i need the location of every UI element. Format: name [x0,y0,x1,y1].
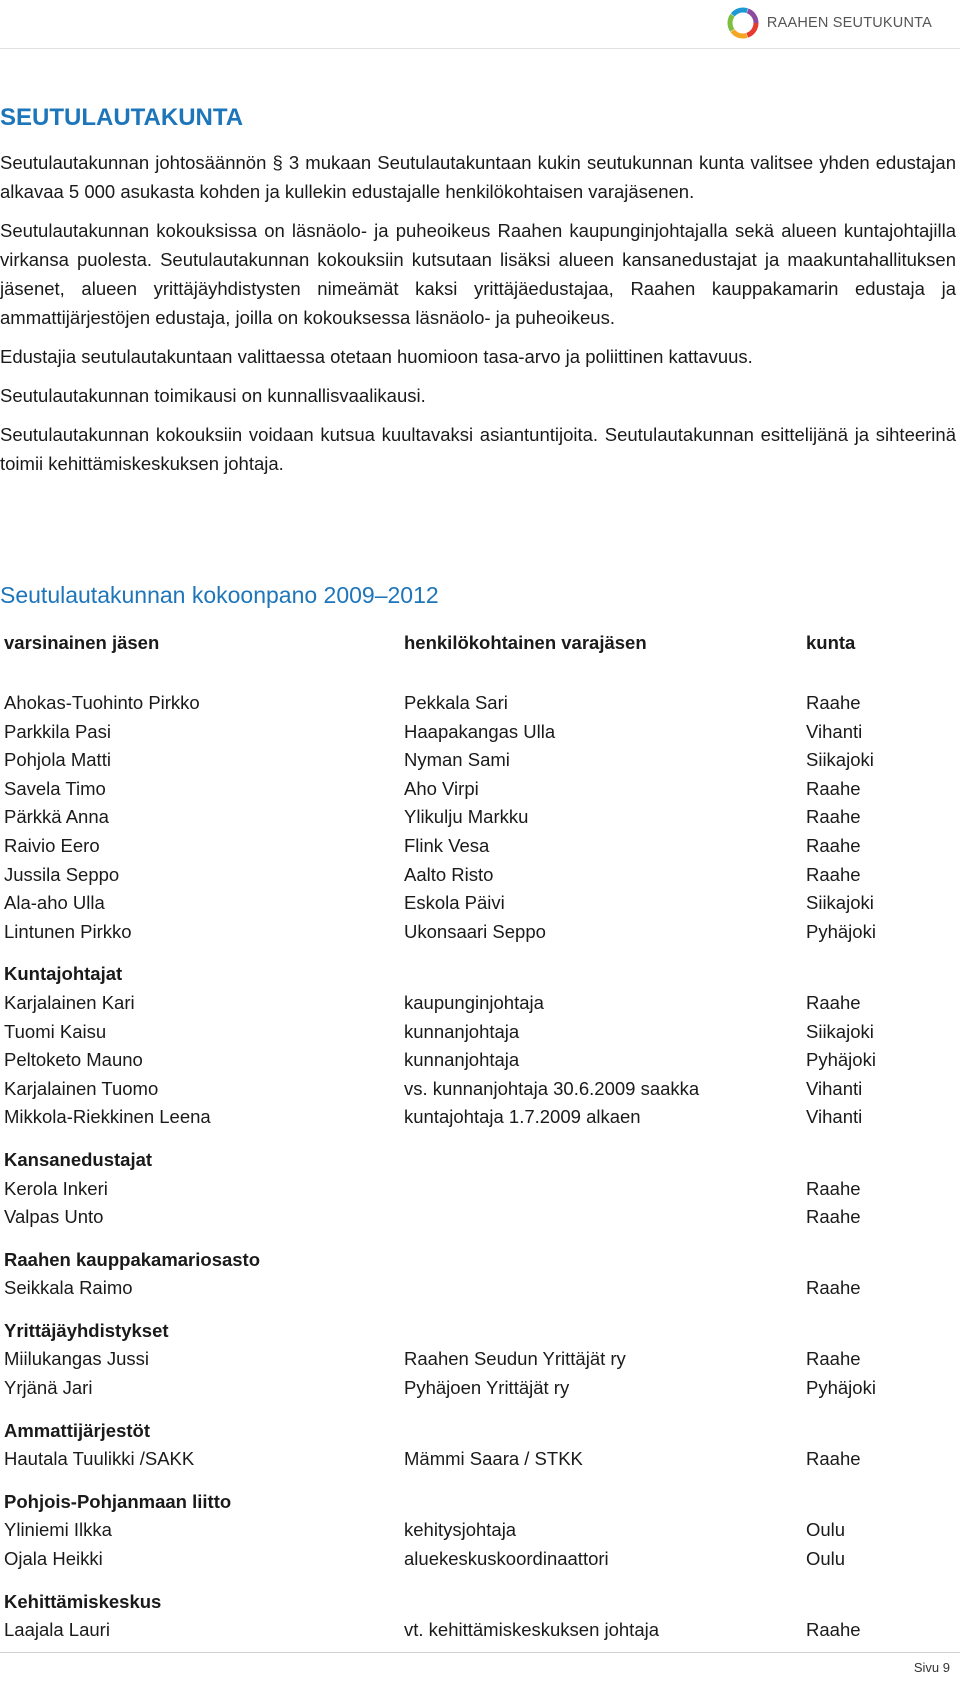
table-cell: Pärkkä Anna [4,806,109,828]
table-row [0,749,960,778]
table-cell: Ukonsaari Seppo [404,920,546,942]
group-title [0,1149,960,1178]
table-row [0,892,960,921]
table-cell: Pekkala Sari [404,692,508,713]
table-cell: Raahe [806,863,861,885]
table-cell: Flink Vesa [404,834,490,856]
table-cell: Aalto Risto [404,863,494,885]
table-row [0,1377,960,1406]
group-title [0,1591,960,1620]
table-row [0,1206,960,1235]
paragraph: Seutulautakunnan toimikausi on kunnallisvaalikausi. [0,385,426,406]
table-row [0,1277,960,1306]
table-cell: Vihanti [806,1106,863,1128]
table-cell: Miilukangas Jussi [4,1348,149,1370]
table-cell: Haapakangas Ulla [404,720,556,742]
group-spacer [0,1235,960,1249]
table-cell: Aho Virpi [404,777,479,799]
table-cell: Yliniemi Ilkka [4,1519,112,1541]
paragraph: Seutulautakunnan kokouksiin voidaan kutsua kuultavaksi asiantuntijoita. Seutulautakunnan esittelijänä ja sihteerinä toimii kehittämiskeskuksen johtaja. [0,424,956,474]
table-row [0,835,960,864]
table-row [0,1078,960,1107]
table-cell: Laajala Lauri [4,1619,110,1641]
table-cell: Siikajoki [806,749,874,771]
group-title-text: Kehittämiskeskus [4,1590,162,1612]
group-title-text: Pohjois-Pohjanmaan liitto [4,1490,232,1512]
table-cell: Ala-aho Ulla [4,892,105,914]
table-cell: Savela Timo [4,777,106,799]
group-spacer [0,1135,960,1149]
table-row [0,1049,960,1078]
table-cell: Raahe [806,1448,861,1470]
table-cell: Ahokas-Tuohinto Pirkko [4,692,200,713]
table-cell: Raahe [806,1619,861,1641]
table-cell: Vihanti [806,720,863,742]
table-row [0,778,960,807]
table-cell: kunnanjohtaja [404,1020,520,1042]
group-title [0,963,960,992]
table-row [0,1548,960,1577]
ring-logo-icon [725,5,761,41]
group-title [0,1420,960,1449]
table-cell: Ojala Heikki [4,1548,103,1570]
table-cell: Yrjänä Jari [4,1377,93,1399]
table-cell: kaupunginjohtaja [404,991,544,1013]
group-spacer [0,1577,960,1591]
table-cell: Raahe [806,1206,861,1228]
table-cell: Kerola Inkeri [4,1177,108,1199]
table-row [0,721,960,750]
paragraph: Seutulautakunnan johtosäännön § 3 mukaan Seutulautakuntaan kukin seutukunnan kunta valitsee yhden edustajan alkavaa 5 000 asukasta kohden ja kullekin edustajalle henkilökohtaisen varajäsenen. [0,152,956,202]
table-header-row [0,632,960,692]
table-cell: Oulu [806,1519,846,1541]
section-title: SEUTULAUTAKUNTA [0,104,244,131]
table-cell: Hautala Tuulikki /SAKK [4,1448,195,1470]
table-cell: Parkkila Pasi [4,720,111,742]
table-row [0,1619,960,1648]
column-header: varsinainen jäsen [4,632,160,653]
table-cell: Seikkala Raimo [4,1277,133,1299]
table-row [0,1448,960,1477]
page-header [0,0,960,49]
table-cell: Pyhäjoki [806,1049,876,1071]
table-cell: aluekeskuskoordinaattori [404,1548,609,1570]
table-cell: Pyhäjoen Yrittäjät ry [404,1377,570,1399]
table-cell: Raahen Seudun Yrittäjät ry [404,1348,626,1370]
table-cell: kunnanjohtaja [404,1049,520,1071]
table-row [0,992,960,1021]
group-spacer [0,1477,960,1491]
table-cell: Raahe [806,1348,861,1370]
table-cell: Raahe [806,1277,861,1299]
table-cell: Eskola Päivi [404,892,505,914]
composition-title: Seutulautakunnan kokoonpano 2009–2012 [0,582,439,608]
table-cell: Jussila Seppo [4,863,120,885]
group-spacer [0,1306,960,1320]
table-row [0,1519,960,1548]
table-cell: Raivio Eero [4,834,100,856]
table-cell: Siikajoki [806,1020,874,1042]
table-cell: Oulu [806,1548,846,1570]
column-header: henkilökohtainen varajäsen [404,632,647,653]
group-title-text: Kansanedustajat [4,1148,153,1170]
group-title [0,1491,960,1520]
group-spacer [0,949,960,963]
table-cell: Raahe [806,1177,861,1199]
table-row [0,1348,960,1377]
table-cell: Karjalainen Tuomo [4,1077,159,1099]
table-row [0,1021,960,1050]
table-cell: Raahe [806,777,861,799]
group-title [0,1249,960,1278]
table-row [0,921,960,950]
column-header: kunta [806,632,856,653]
table-row [0,1106,960,1135]
table-row [0,806,960,835]
table-row [0,864,960,893]
table-row [0,692,960,721]
table-cell: Valpas Unto [4,1206,104,1228]
group-title-text: Kuntajohtajat [4,963,123,985]
table-cell: Pyhäjoki [806,920,876,942]
table-cell: Siikajoki [806,892,874,914]
table-cell: Pyhäjoki [806,1377,876,1399]
paragraph: Edustajia seutulautakuntaan valittaessa otetaan huomioon tasa-arvo ja poliittinen kattavuus. [0,346,753,367]
table-cell: Lintunen Pirkko [4,920,132,942]
table-cell: Raahe [806,991,861,1013]
group-spacer [0,1406,960,1420]
table-row [0,1178,960,1207]
member-table [0,632,960,1648]
table-cell: Pohjola Matti [4,749,111,771]
table-cell: Vihanti [806,1077,863,1099]
group-title-text: Raahen kauppakamariosasto [4,1248,261,1270]
table-cell: Mikkola-Riekkinen Leena [4,1106,211,1128]
paragraph: Seutulautakunnan kokouksissa on läsnäolo- ja puheoikeus Raahen kaupunginjohtajalla sekä alueen kuntajohtajilla virkansa puolesta. Seutulautakunnan kokouksiin kutsutaan lisäksi alueen kansanedustajat ja maakuntahallituksen jäsenet, alueen yrittäjäyhdistysten nimeämät kaksi yrittäjäedustajaa, Raahen kauppakamarin edustaja ja ammattijärjestöjen edustaja, joilla on kokouksessa läsnäolo- ja puheoikeus. [0,220,956,328]
group-title-text: Yrittäjäyhdistykset [4,1319,169,1341]
table-cell: Peltoketo Mauno [4,1049,143,1071]
group-title [0,1320,960,1349]
table-cell: Nyman Sami [404,749,510,771]
table-cell: Raahe [806,806,861,828]
table-cell: Raahe [806,834,861,856]
logo [725,4,932,42]
table-cell: kuntajohtaja 1.7.2009 alkaen [404,1106,641,1128]
table-cell: Mämmi Saara / STKK [404,1448,583,1470]
table-cell: kehitysjohtaja [404,1519,517,1541]
table-cell: vs. kunnanjohtaja 30.6.2009 saakka [404,1077,700,1099]
table-cell: Raahe [806,692,861,713]
group-title-text: Ammattijärjestöt [4,1419,150,1441]
logo-text: RAAHEN SEUTUKUNTA [766,15,932,31]
table-cell: vt. kehittämiskeskuksen johtaja [404,1619,660,1641]
page-number: Sivu 9 [913,1660,950,1675]
body-text [0,148,956,488]
page-footer-rule [0,1652,960,1653]
table-cell: Karjalainen Kari [4,991,135,1013]
table-cell: Ylikulju Markku [404,806,529,828]
table-cell: Tuomi Kaisu [4,1020,107,1042]
